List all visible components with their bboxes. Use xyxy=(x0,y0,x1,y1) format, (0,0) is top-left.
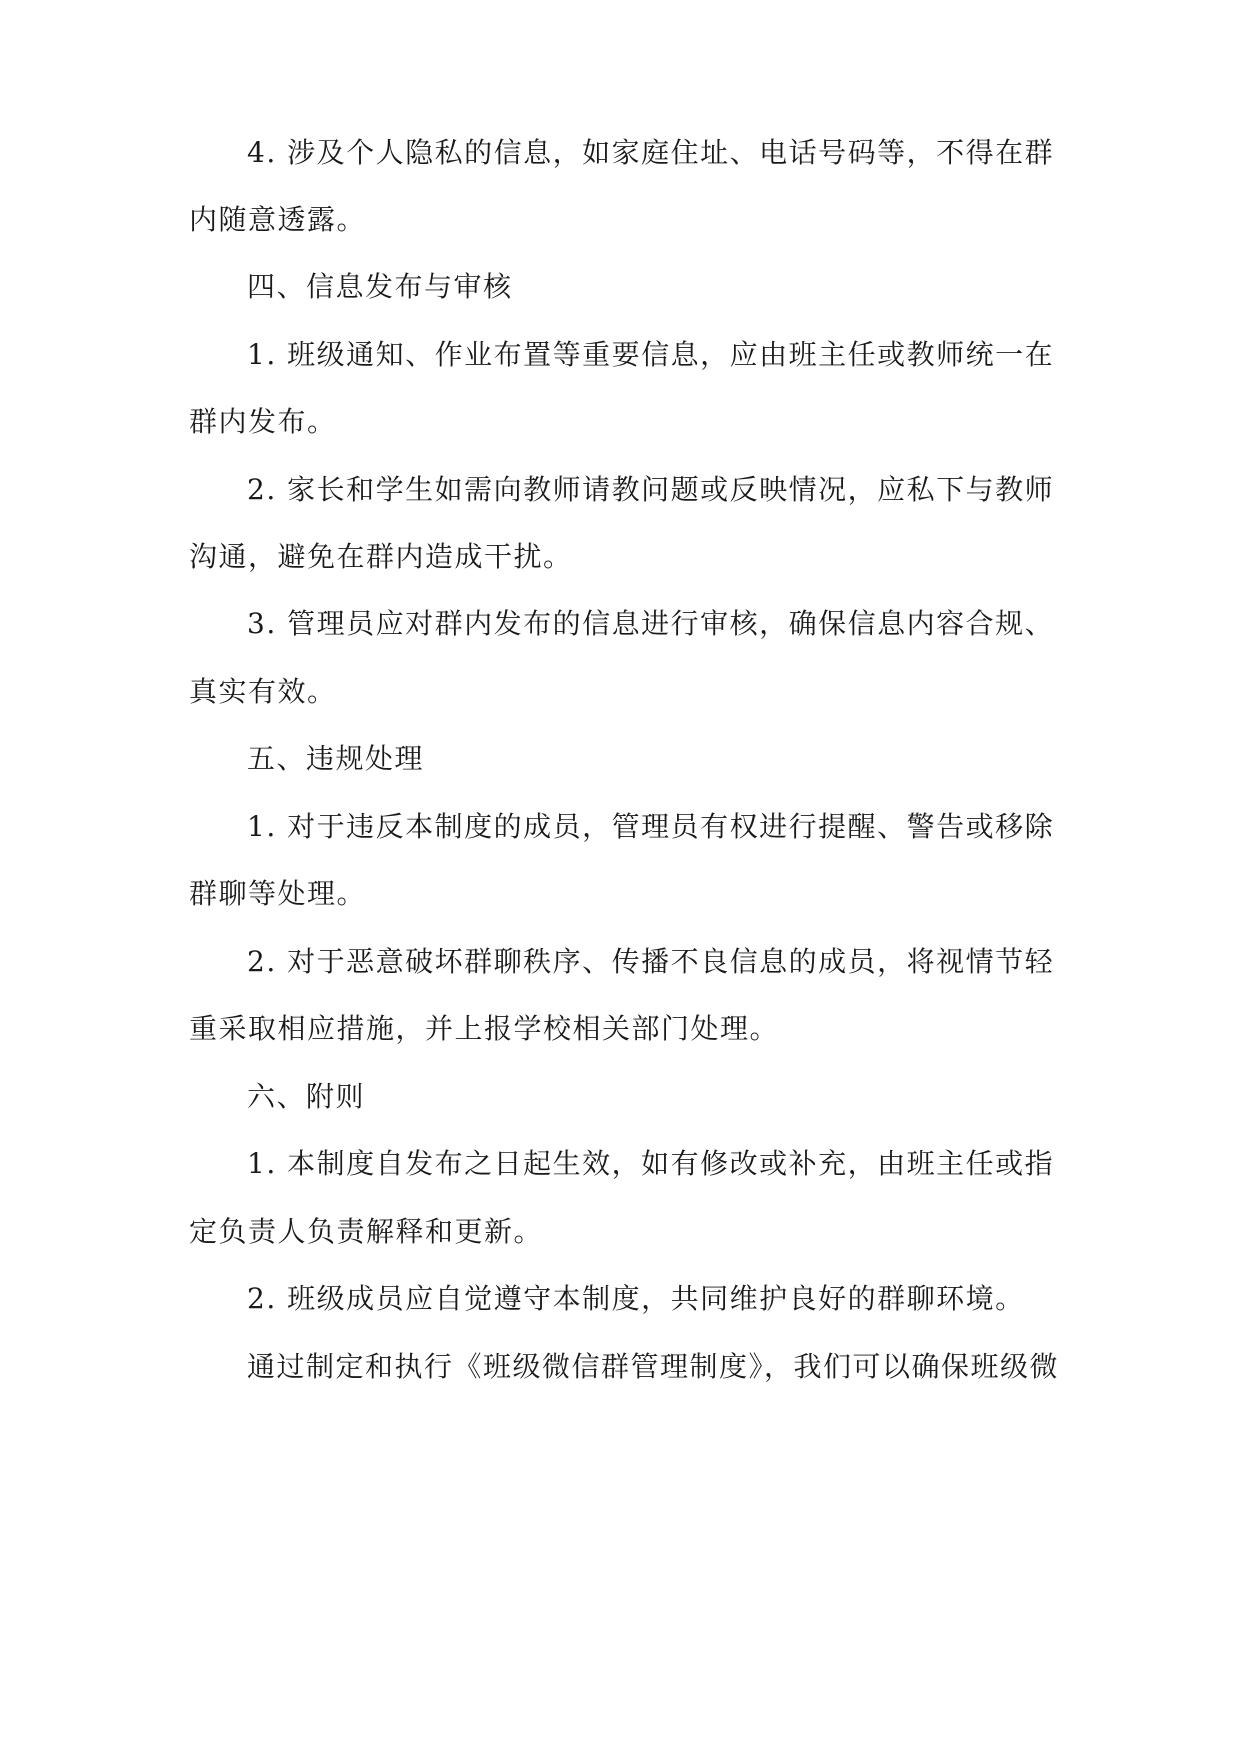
paragraph-section5-item-2-line-1: 2. 对于恶意破坏群聊秩序、传播不良信息的成员，将视情节轻 xyxy=(247,945,1055,978)
section-heading-4: 四、信息发布与审核 xyxy=(247,270,513,303)
section-heading-5: 五、违规处理 xyxy=(247,742,425,775)
paragraph-section6-item-2: 2. 班级成员应自觉遵守本制度，共同维护良好的群聊环境。 xyxy=(247,1282,1025,1315)
paragraph-item-4-line-1: 4. 涉及个人隐私的信息，如家庭住址、电话号码等，不得在群 xyxy=(247,136,1055,169)
paragraph-section5-item-1-line-1: 1. 对于违反本制度的成员，管理员有权进行提醒、警告或移除 xyxy=(247,810,1055,843)
paragraph-section5-item-1-line-2: 群聊等处理。 xyxy=(189,877,367,910)
paragraph-conclusion-line-1: 通过制定和执行《班级微信群管理制度》，我们可以确保班级微 xyxy=(247,1350,1060,1383)
paragraph-section5-item-2-line-2: 重采取相应措施，并上报学校相关部门处理。 xyxy=(189,1012,780,1045)
paragraph-section4-item-2-line-2: 沟通，避免在群内造成干扰。 xyxy=(189,540,573,573)
paragraph-section4-item-3-line-1: 3. 管理员应对群内发布的信息进行审核，确保信息内容合规、 xyxy=(247,607,1055,640)
paragraph-section4-item-1-line-1: 1. 班级通知、作业布置等重要信息，应由班主任或教师统一在 xyxy=(247,338,1055,371)
paragraph-section6-item-1-line-2: 定负责人负责解释和更新。 xyxy=(189,1215,544,1248)
paragraph-section4-item-1-line-2: 群内发布。 xyxy=(189,405,337,438)
paragraph-section4-item-3-line-2: 真实有效。 xyxy=(189,675,337,708)
section-heading-6: 六、附则 xyxy=(247,1080,366,1113)
paragraph-item-4-line-2: 内随意透露。 xyxy=(189,203,367,236)
paragraph-section6-item-1-line-1: 1. 本制度自发布之日起生效，如有修改或补充，由班主任或指 xyxy=(247,1147,1055,1180)
paragraph-section4-item-2-line-1: 2. 家长和学生如需向教师请教问题或反映情况，应私下与教师 xyxy=(247,473,1055,506)
